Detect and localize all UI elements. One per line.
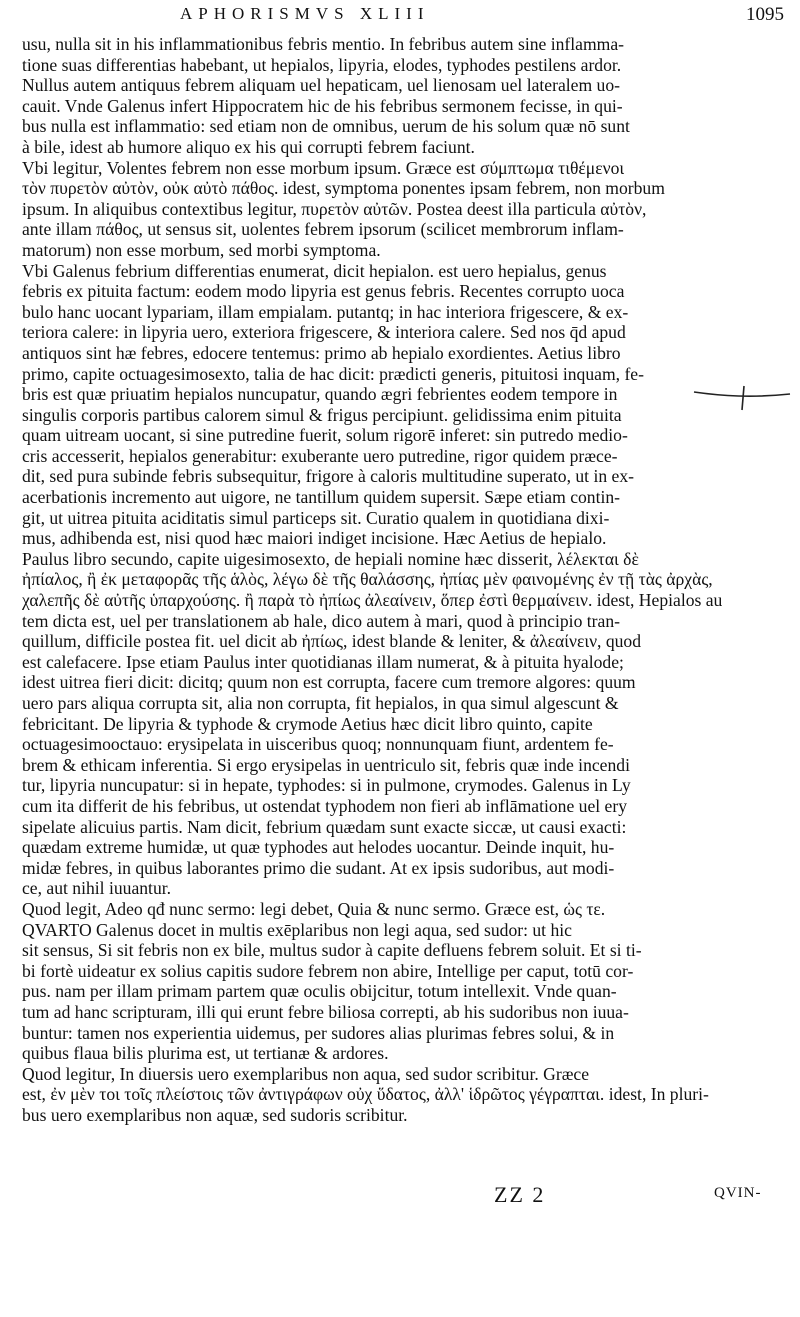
running-title: APHORISMVS XLIII bbox=[180, 4, 430, 23]
page-footer bbox=[0, 1176, 800, 1212]
text-line: Paulus libro secundo, capite uigesimosexto, de hepiali nomine hæc disserit, λέλεκται δὲ bbox=[22, 548, 639, 569]
text-line: cauit. Vnde Galenus infert Hippocratem hic de his febribus sermonem fecisse, in qui- bbox=[22, 95, 623, 116]
paragraph bbox=[22, 34, 784, 158]
text-line: buntur: tamen nos experientia uidemus, per sudores alias plurimas febres solui, & in bbox=[22, 1022, 615, 1043]
text-line: sipelate alicuius partis. Nam dicit, febrium quædam sunt exacte siccæ, ut causi exacti: bbox=[22, 816, 627, 837]
text-line: quædam extreme humidæ, ut quæ typhodes aut helodes uocantur. Deinde inquit, hu- bbox=[22, 837, 615, 858]
text-line: cum ita differit de his febribus, ut ostendat typhodem non fieri ab inflāmatione uel ery bbox=[22, 795, 628, 816]
text-line: à bile, idest ab humore aliquo ex his qui corrupti febrem faciunt. bbox=[22, 136, 475, 157]
text-line: sit sensus, Si sit febris non ex bile, multus sudor à capite defluens febrem soluit. Et si ti- bbox=[22, 940, 642, 961]
text-line: uero pars aliqua corrupta sit, alia non corrupta, fit hepialos, in qua simul algescunt & bbox=[22, 693, 619, 713]
paragraph bbox=[22, 261, 784, 899]
text-line: midæ febres, in quibus laborantes primo die sudant. At ex ipsis sudoribus, aut modi- bbox=[22, 857, 615, 878]
text-line: quam uitream uocant, si sine putredine fuerit, solum rigorē inferet: sin putredo medio- bbox=[22, 425, 628, 446]
text-line: primo, capite octuagesimosexto, talia de hac dicit: prædicti generis, pituitosi inquam, fe- bbox=[22, 363, 644, 384]
text-line: bris est quæ priuatim hepialos nuncupatur, quando ægri febrientes eodem tempore in bbox=[22, 384, 618, 405]
text-line: brem & ethicam inferentia. Si ergo erysipelas in uentriculo sit, febris quæ inde incendi bbox=[22, 754, 630, 775]
paragraph bbox=[22, 1064, 784, 1126]
text-line: tem dicta est, uel per translationem ab hale, dico autem à mari, quod à principio tran- bbox=[22, 610, 620, 631]
text-line: tione suas differentias habebant, ut hepialos, lipyria, elodes, typhodes pestilens ardor. bbox=[22, 54, 622, 75]
text-line: Vbi Galenus febrium differentias enumerat, dicit hepialon. est uero hepialus, genus bbox=[22, 260, 607, 281]
text-line: Quod legit, Adeo qđ nunc sermo: legi debet, Quia & nunc sermo. Græce est, ὡς τε. bbox=[22, 898, 606, 919]
catchword: QVIN- bbox=[714, 1185, 762, 1201]
text-line: quillum, difficile postea fit. uel dicit ab ἠπίως, idest blande & leniter, & ἀλεαίνειν, quod bbox=[22, 631, 642, 652]
text-line: est calefacere. Ipse etiam Paulus inter quotidianas illam numerat, & à pituita hyalode; bbox=[22, 651, 624, 672]
paragraph bbox=[22, 158, 784, 261]
handwritten-marginal-mark-icon bbox=[692, 384, 792, 412]
text-line: git, ut uitrea pituita aciditatis simul particeps sit. Curatio qualem in quotidiana dixi- bbox=[22, 507, 610, 528]
text-line: est, ἐν μὲν τοι τοῖς πλείστοις τῶν ἀντιγράφων οὐχ ὕδατος, ἀλλ' ἱδρῶτος γέγραπται. idest, In pluri- bbox=[22, 1084, 709, 1105]
text-line: ἠπίαλος, ἢ ἐκ μεταφορᾶς τῆς ἁλὸς, λέγω δὲ τῆς θαλάσσης, ἠπίας μὲν φαινομένης ἐν τῇ τὰς ἀρχὰς, bbox=[22, 569, 713, 590]
paragraph bbox=[22, 920, 784, 1064]
text-line: teriora calere: in lipyria uero, exteriora frigescere, & interiora calere. Sed nos q̄d apud bbox=[22, 322, 626, 343]
text-line: matorum) non esse morbum, sed morbi symptoma. bbox=[22, 239, 381, 260]
text-line: antiquos sint hæ febres, edocere tentemus: primo ab hepialo exordientes. Aetius libro bbox=[22, 342, 621, 363]
text-line: mus, adhibenda est, nisi quod hæc maiori indiget incisione. Hæc Aetius de hepialo. bbox=[22, 528, 607, 549]
body-text bbox=[22, 34, 784, 1125]
text-line: ante illam πάθος, ut sensus sit, uolentes febrem ipsorum (scilicet membrorum inflam- bbox=[22, 219, 624, 240]
text-line: octuagesimooctauo: erysipelata in uisceribus quoq; nonnunquam fiunt, ardentem fe- bbox=[22, 734, 614, 755]
text-line: acerbationis incremento aut uigore, ne tantillum quidem supersit. Sæpe etiam contin- bbox=[22, 487, 621, 508]
paragraph bbox=[22, 899, 784, 920]
text-line: idest uitrea fieri dicit: dicitq; quum non est corrupta, facere cum tremore algores: quum bbox=[22, 672, 636, 693]
running-head bbox=[0, 2, 800, 32]
text-line: χαλεπῆς δὲ αὐτῆς ὑπαρχούσης. ἢ παρὰ τὸ ἠπίως ἀλεαίνειν, ὅπερ ἐστὶ θερμαίνειν. idest, Hepialos au bbox=[22, 590, 723, 611]
text-line: usu, nulla sit in his inflammationibus febris mentio. In febribus autem sine inflamma- bbox=[22, 34, 624, 54]
signature-mark: ZZ 2 bbox=[494, 1182, 546, 1207]
text-line: bus nulla est inflammatio: sed etiam non de omnibus, uerum de his solum quæ nō sunt bbox=[22, 116, 630, 137]
text-line: τὸν πυρετὸν αὐτὸν, οὐκ αὐτὸ πάθος. idest, symptoma ponentes ipsam febrem, non morbum bbox=[22, 178, 665, 199]
text-line: pus. nam per illam primam partem quæ oculis obijcitur, totum intellexit. Vnde quan- bbox=[22, 981, 617, 1002]
text-line: Nullus autem antiquus febrem aliquam uel hepaticam, uel lienosam uel lateralem uo- bbox=[22, 75, 620, 96]
text-line: ipsum. In aliquibus contextibus legitur, πυρετὸν αὐτῶν. Postea deest illa particula αὐτὸν, bbox=[22, 198, 647, 219]
text-line: singulis corporis partibus calorem simul & frigus percipiunt. gelidissima enim pituita bbox=[22, 404, 622, 425]
page-number: 1095 bbox=[746, 4, 784, 25]
text-line: Quod legitur, In diuersis uero exemplaribus non aqua, sed sudor scribitur. Græce bbox=[22, 1063, 590, 1084]
text-line: Vbi legitur, Volentes febrem non esse morbum ipsum. Græce est σύμπτωμα τιθέμενοι bbox=[22, 157, 625, 178]
text-line: tur, lipyria nuncupatur: si in hepate, typhodes: si in pulmone, crymodes. Galenus in Ly bbox=[22, 775, 631, 796]
text-line: ce, aut nihil iuuantur. bbox=[22, 878, 172, 899]
text-line: febricitant. De lipyria & typhode & crymode Aetius hæc dicit libro quinto, capite bbox=[22, 713, 593, 734]
text-line: quibus flaua bilis plurima est, ut tertianæ & ardores. bbox=[22, 1043, 389, 1064]
text-line: QVARTO Galenus docet in multis exēplaribus non legi aqua, sed sudor: ut hic bbox=[22, 919, 572, 940]
text-line: dit, sed pura subinde febris subsequitur, frigore à caloris multitudine superato, ut in ex- bbox=[22, 466, 635, 487]
text-line: tum ad hanc scripturam, illi qui erunt febre biliosa correpti, ab his sudoribus non iuua- bbox=[22, 1001, 629, 1022]
text-line: febris ex pituita factum: eodem modo lipyria est genus febris. Recentes corrupto uoca bbox=[22, 281, 625, 302]
text-line: bus uero exemplaribus non aquæ, sed sudoris scribitur. bbox=[22, 1104, 408, 1125]
text-line: cris accesserit, hepialos generabitur: exuberante uero putredine, rigor quidem præce- bbox=[22, 445, 618, 466]
text-line: bulo hanc uocant lypariam, illam empialam. putantq; in hac interiora frigescere, & ex- bbox=[22, 301, 629, 322]
text-line: bi fortè uideatur ex solius capitis sudore febrem non abire, Intellige per caput, totū cor- bbox=[22, 960, 634, 981]
